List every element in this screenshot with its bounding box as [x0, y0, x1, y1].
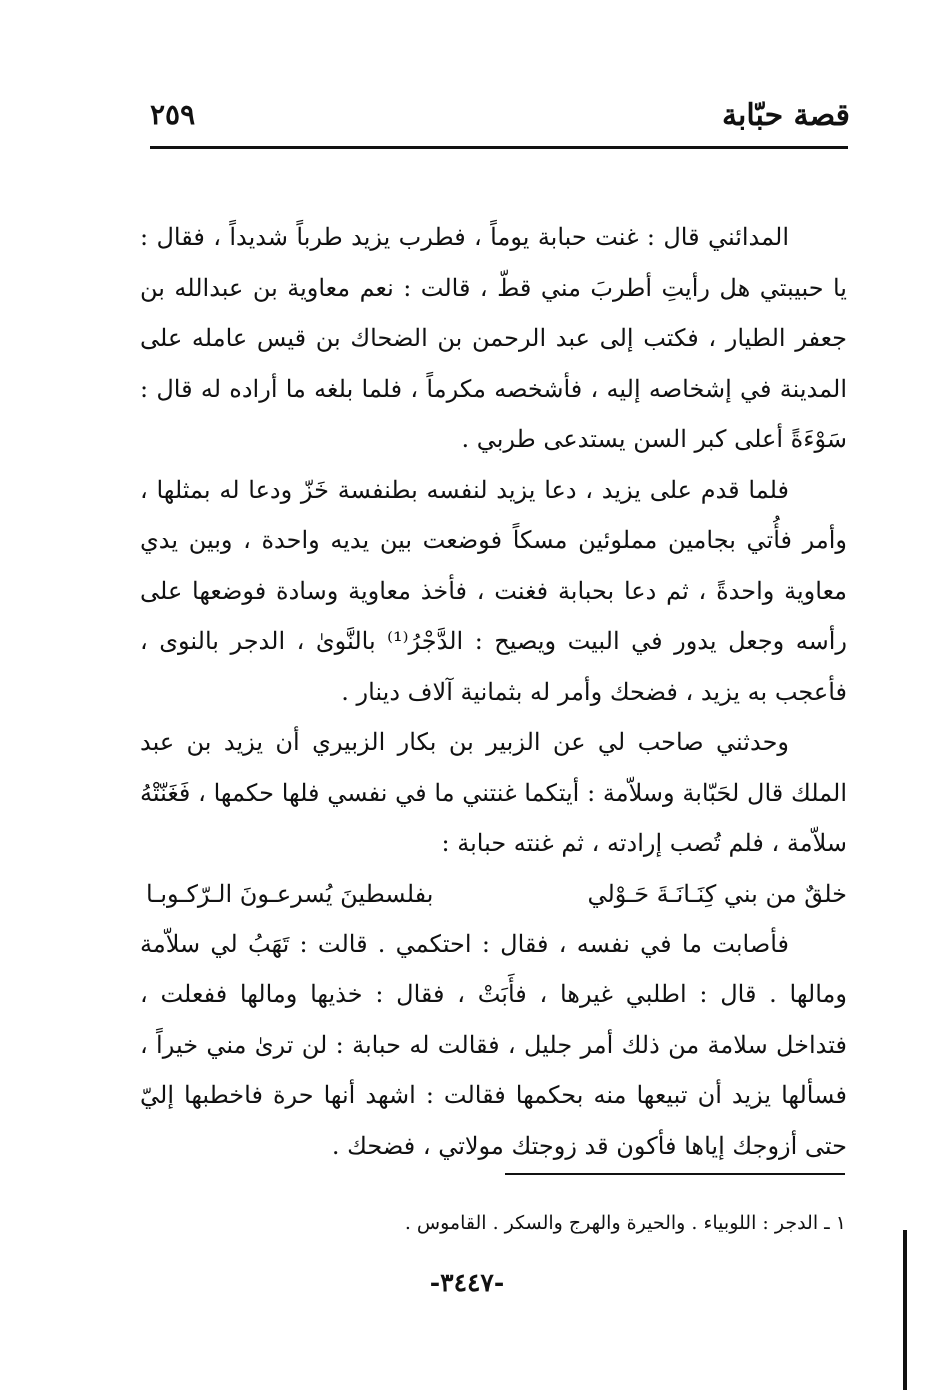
scan-edge-mark: [903, 1230, 907, 1390]
page-number: ٢٥٩: [150, 98, 196, 131]
footnote: ١ ـ الدجر : اللوبياء . والحيرة والهرج والسكر . القاموس .: [404, 1212, 846, 1234]
verse-right-hemistich: خلقٌ من بني كِنَـانَـةَ حَـوْلي: [587, 879, 847, 908]
header-rule: [150, 146, 848, 149]
verse-line: [140, 869, 847, 919]
paragraph-2: فلما قدم على يزيد ، دعا يزيد لنفسه بطنفسة خَزّ ودعا له بمثلها ، وأمر فأُتي بجامين مملوئين مسكاً فوضعت بين يديه واحدة ، وبين يدي معاوية واحدةً ، ثم دعا بحبابة فغنت ، فأخذ معاوية وسادة فوضعها على رأسه وجعل يدور في البيت ويصيح : الدَّجْرُ⁽¹⁾ بالنَّوىٰ ، الدجر بالنوى ، فأعجب به يزيد ، فضحك وأمر له بثمانية آلاف دينار .: [140, 475, 848, 706]
paragraph-4: فأصابت ما في نفسه ، فقال : احتكمي . قالت : تَهَبُ لي سلاّمة ومالها . قال : اطلبي غيرها ، فأَبَتْ ، فقال : خذيها ومالها ففعلت ، فتداخل سلامة من ذلك أمر جليل ، فقالت له حبابة : لن ترىٰ مني خيراً ، فسألها يزيد أن تبيعها منه بحكمها فقالت : اشهد أنها حرة فاخطبها إليّ حتى أزوجك إياها فأكون قد زوجتك مولاتي ، فضحك .: [140, 929, 847, 1160]
running-title: قصة حبّابة: [721, 98, 850, 133]
verse-left-hemistich: بفلسطينَ يُسرعـونَ الـرّكـوبـا: [146, 879, 434, 908]
main-text: [140, 212, 847, 1171]
running-header: [150, 98, 850, 138]
footnote-rule: [505, 1173, 845, 1175]
paragraph-3: وحدثني صاحب لي عن الزبير بن بكار الزبيري أن يزيد بن عبد الملك قال لحَبّابة وسلاّمة : أيتكما غنتني ما في نفسي فلها حكمها ، فَغَنّتْهُ سلاّمة ، فلم تُصب إرادته ، ثم غنته حبابة :: [140, 728, 847, 857]
folio-number: -٣٤٤٧-: [429, 1268, 505, 1297]
paragraph-1: المدائني قال : غنت حبابة يوماً ، فطرب يزيد طرباً شديداً ، فقال : يا حبيبتي هل رأيتِ أطربَ مني قطّ ، قالت : نعم معاوية بن عبدالله بن جعفر الطيار ، فكتب إلى عبد الرحمن بن الضحاك بن قيس عامله على المدينة في إشخاصه إليه ، فأشخصه مكرماً ، فلما بلغه ما أراده له قال : سَوْءَةً أعلى كبر السن يستدعى طربي .: [140, 223, 847, 453]
